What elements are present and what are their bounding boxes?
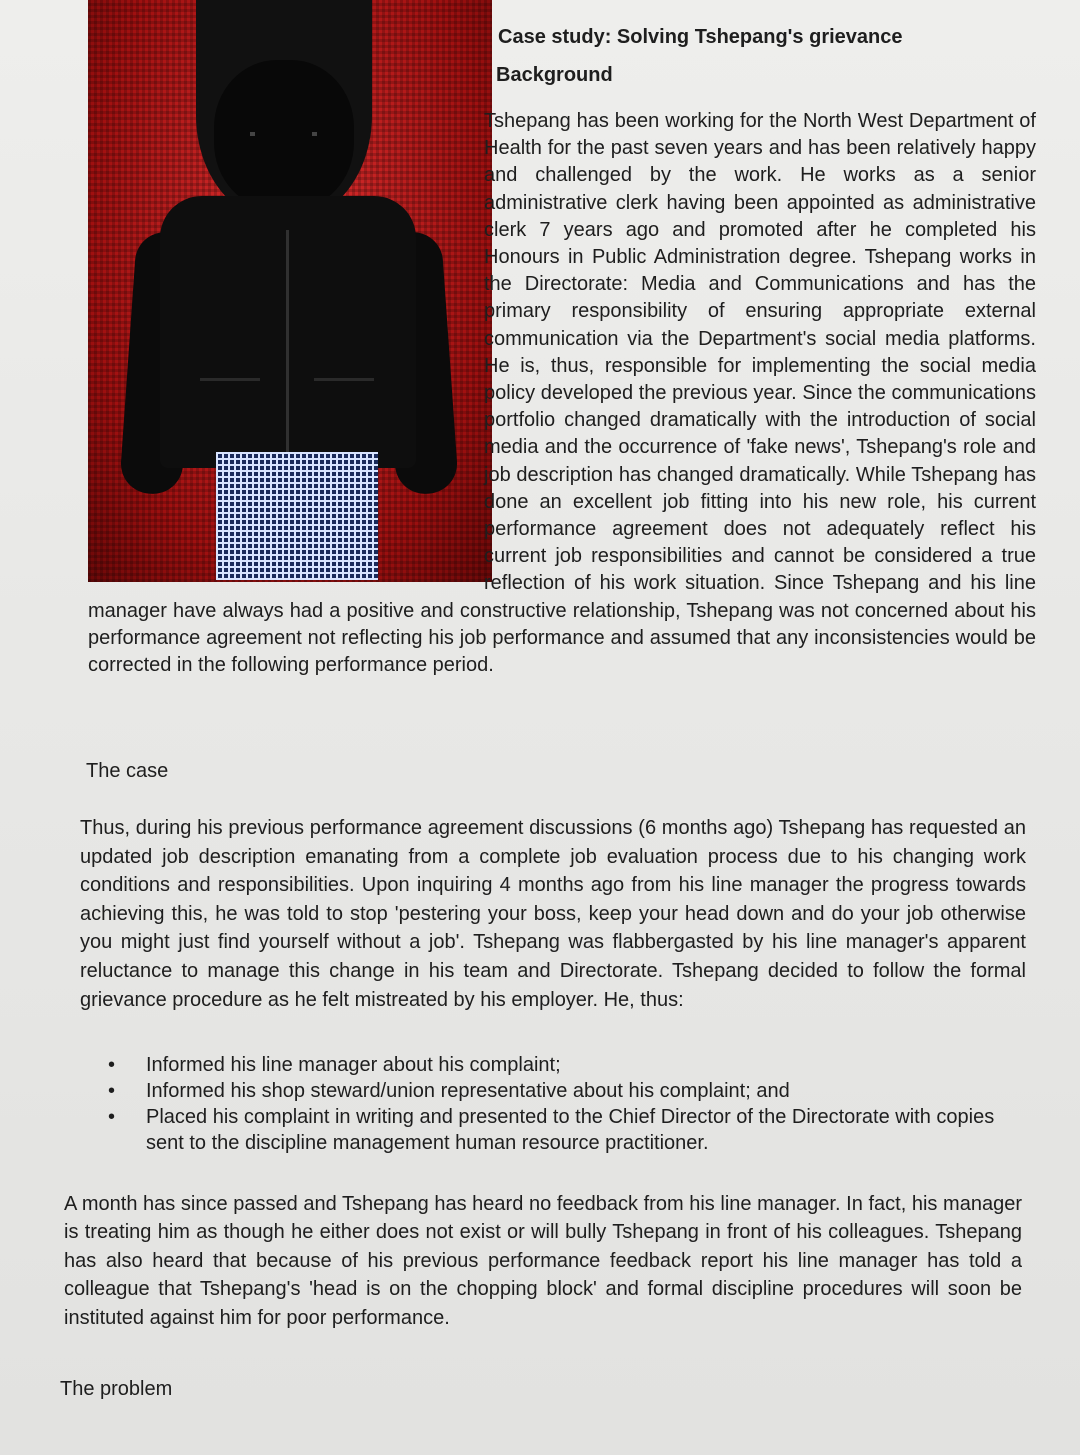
closing-paragraph: A month has since passed and Tshepang has heard no feedback from his line manager. In fact, his manager is treating him as though he either does not exist or will bully Tshepang in front of his colleagues. Tshepang has also heard that because of his previous performance feedback report his line manager has told a colleague that Tshepang's 'head is on the chopping block' and formal discipline procedures will soon be instituted against him for poor performance. [64, 1193, 1022, 1329]
problem-heading: The problem [60, 1378, 173, 1400]
background-paragraph-container [88, 108, 1036, 679]
complaint-steps-list [108, 1052, 1028, 1156]
figure-float-spacer [88, 108, 484, 592]
list-item: • Informed his line manager about his complaint; [108, 1052, 1028, 1078]
list-item: • Placed his complaint in writing and presented to the Chief Director of the Directorate with copies sent to the discipline management human resource practitioner. [108, 1104, 1028, 1156]
case-paragraph: Thus, during his previous performance agreement discussions (6 months ago) Tshepang has requested an updated job description emanating from a complete job evaluation process due to his changing work conditions and responsibilities. Upon inquiring 4 months ago from his line manager the progress towards achieving this, he was told to stop 'pestering your boss, keep your head down and do your job otherwise you might just find yourself without a job'. Tshepang was flabbergasted by his line manager's apparent reluctance to manage this change in his team and Directorate. Tshepang decided to follow the formal grievance procedure as he felt mistreated by his employer. He, thus: [80, 817, 1026, 1011]
case-heading: The case [86, 760, 169, 782]
case-study-title: Case study: Solving Tshepang's grievance [498, 26, 903, 48]
list-item: • Informed his shop steward/union representative about his complaint; and [108, 1078, 1028, 1104]
background-paragraph: Tshepang has been working for the North West Department of Health for the past seven years and has been relatively happy and challenged by the work. He works as a senior administrative clerk having been appointed as administrative clerk 7 years ago and promoted after he completed his Honours in Public Administration degree. Tshepang works in the Directorate: Media and Communications and has the primary responsibility of ensuring appropriate external communication via the Department's social media platforms. He is, thus, responsible for implementing the social media policy developed the previous year. Since the communications portfolio changed dramatically with the introduction of social media and the occurrence of 'fake news', Tshepang's role and job description has changed dramatically. While Tshepang has done an excellent job fitting into his new role, his current performance agreement does not adequately reflect his current job responsibilities and cannot be considered a true reflection of his work situation. Since Tshepang and his line manager have always had a positive and constructive relationship, Tshepang was not concerned about his performance agreement not reflecting his job performance and assumed that any inconsistencies would be corrected in the following performance period. [88, 110, 1036, 677]
background-heading: Background [496, 64, 613, 86]
